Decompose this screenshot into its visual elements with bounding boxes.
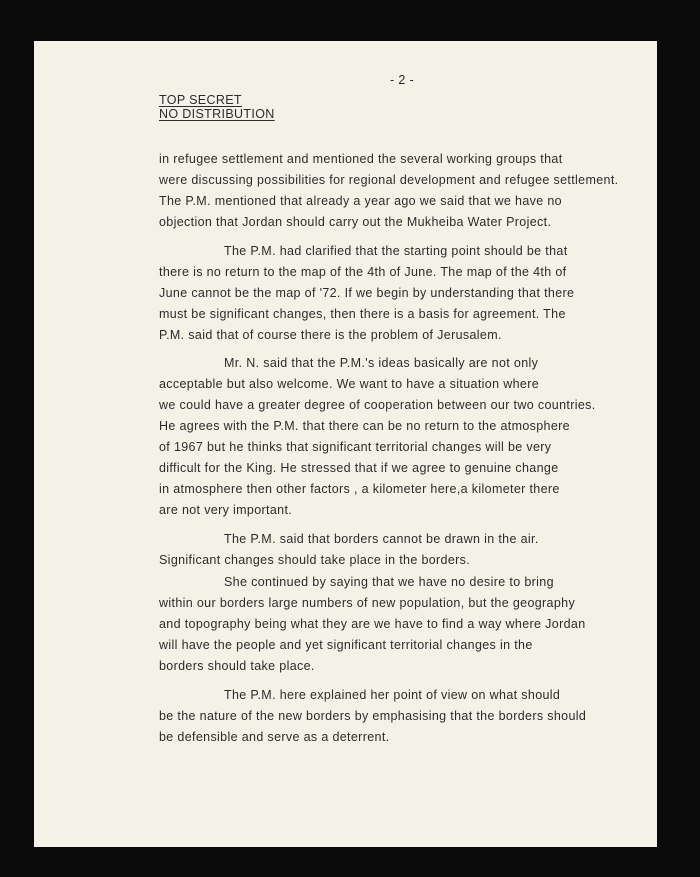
text-line: in atmosphere then other factors , a kilometer here,a kilometer there (159, 482, 560, 496)
text-line: and topography being what they are we have to find a way where Jordan (159, 617, 586, 631)
page-number: - 2 - (390, 73, 414, 87)
text-line: The P.M. mentioned that already a year ago we said that we have no (159, 194, 562, 208)
text-line: borders should take place. (159, 659, 315, 673)
text-line: June cannot be the map of '72. If we begin by understanding that there (159, 286, 575, 300)
text-line: in refugee settlement and mentioned the several working groups that (159, 152, 563, 166)
text-line: objection that Jordan should carry out the Mukheiba Water Project. (159, 215, 552, 229)
text-line: must be significant changes, then there is a basis for agreement. The (159, 307, 566, 321)
text-line: within our borders large numbers of new population, but the geography (159, 596, 576, 610)
text-line: The P.M. said that borders cannot be drawn in the air. (224, 532, 539, 546)
text-line: P.M. said that of course there is the problem of Jerusalem. (159, 328, 502, 342)
text-line: were discussing possibilities for regional development and refugee settlement. (159, 173, 619, 187)
text-line: The P.M. here explained her point of view on what should (224, 688, 561, 702)
text-line: Significant changes should take place in the borders. (159, 553, 471, 567)
text-line: He agrees with the P.M. that there can be no return to the atmosphere (159, 419, 570, 433)
text-line: be defensible and serve as a deterrent. (159, 730, 390, 744)
text-line: difficult for the King. He stressed that if we agree to genuine change (159, 461, 559, 475)
text-line: there is no return to the map of the 4th of June. The map of the 4th of (159, 265, 567, 279)
text-line: are not very important. (159, 503, 293, 517)
classification-top-secret: TOP SECRET (159, 93, 242, 107)
text-line: The P.M. had clarified that the starting point should be that (224, 244, 568, 258)
text-line: She continued by saying that we have no desire to bring (224, 575, 554, 589)
text-line: we could have a greater degree of cooperation between our two countries. (159, 398, 596, 412)
text-line: of 1967 but he thinks that significant territorial changes will be very (159, 440, 552, 454)
text-line: acceptable but also welcome. We want to have a situation where (159, 377, 540, 391)
text-line: be the nature of the new borders by emphasising that the borders should (159, 709, 587, 723)
classification-no-distribution: NO DISTRIBUTION (159, 107, 275, 121)
text-line: will have the people and yet significant territorial changes in the (159, 638, 533, 652)
text-line: Mr. N. said that the P.M.'s ideas basically are not only (224, 356, 539, 370)
